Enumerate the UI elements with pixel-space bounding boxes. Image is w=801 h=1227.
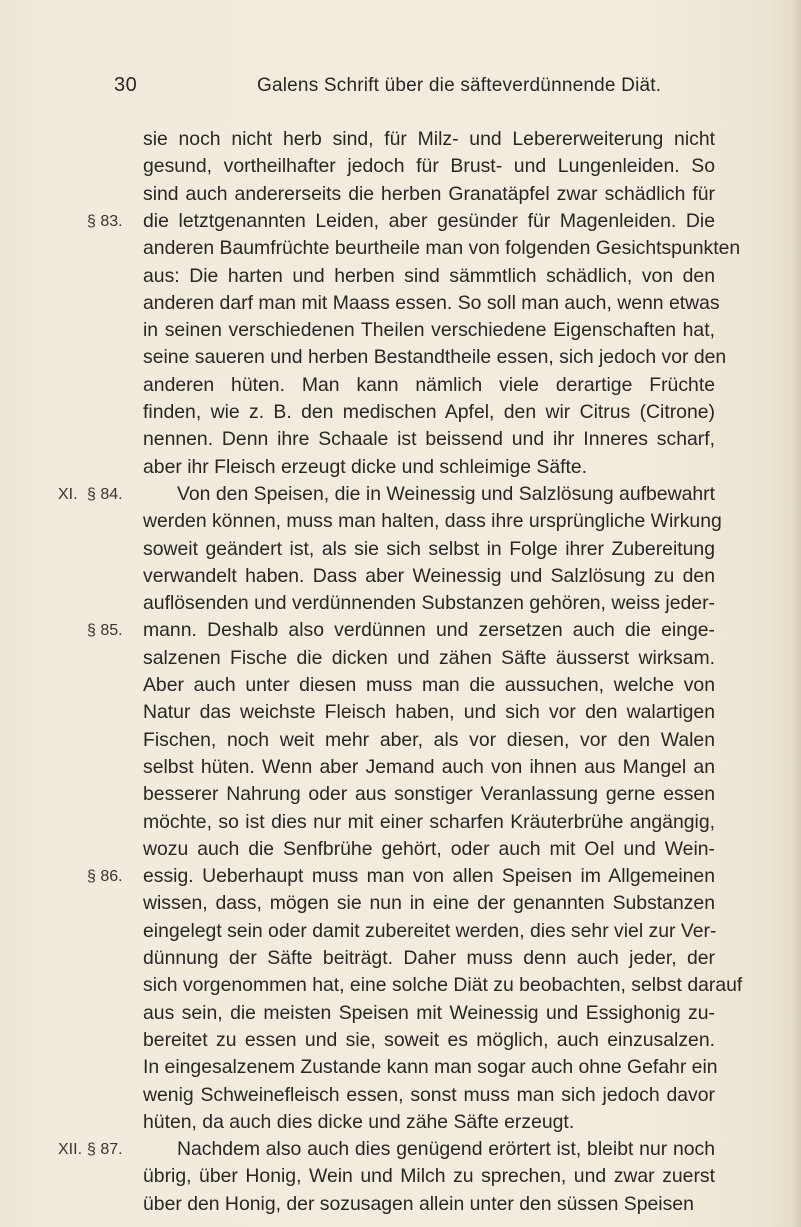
text-line: nennen. Denn ihre Schaale ist beissend und ihr Inneres scharf, — [143, 428, 715, 451]
margin-note-chapter-11: XI. — [58, 485, 78, 503]
text-line: die letztgenannten Leiden, aber gesünder für Magenleiden. Die — [143, 209, 715, 232]
text-line: salzenen Fische die dicken und zähen Säfte äusserst wirksam. — [143, 646, 715, 669]
text-line: möchte, so ist dies nur mit einer scharfen Kräuterbrühe angängig, — [143, 810, 715, 833]
text-line: In eingesalzenem Zustande kann man sogar auch ohne Gefahr ein — [143, 1056, 718, 1079]
text-line: mann. Deshalb also verdünnen und zersetzen auch die einge- — [143, 619, 715, 642]
page-number: 30 — [114, 74, 138, 96]
text-line: anderen Baumfrüchte beurtheile man von folgenden Gesichtspunkten — [143, 237, 741, 260]
text-line: seine saueren und herben Bestandtheile essen, sich jedoch vor den — [143, 346, 727, 369]
text-line: wozu auch die Senfbrühe gehört, oder auch mit Oel und Wein- — [143, 837, 715, 860]
text-line: gesund, vortheilhafter jedoch für Brust- und Lungenleiden. So — [143, 155, 715, 178]
margin-note-paragraph-83: § 83. — [87, 212, 123, 230]
text-line: verwandelt haben. Dass aber Weinessig und Salzlösung zu den — [143, 564, 715, 587]
text-line: aus: Die harten und herben sind sämmtlich schädlich, von den — [143, 264, 715, 287]
text-line: anderen hüten. Man kann nämlich viele derartige Früchte — [143, 373, 715, 396]
text-line: Nachdem also auch dies genügend erörtert ist, bleibt nur noch — [177, 1138, 715, 1161]
text-line: bereitet zu essen und sie, soweit es möglich, auch einzusalzen. — [143, 1028, 715, 1051]
text-line: soweit geändert ist, als sie sich selbst in Folge ihrer Zubereitung — [143, 537, 715, 560]
running-head: Galens Schrift über die säfteverdünnende Diät. — [257, 75, 662, 96]
text-line: anderen darf man mit Maass essen. So soll man auch, wenn etwas — [143, 291, 720, 314]
text-line: essig. Ueberhaupt muss man von allen Speisen im Allgemeinen — [143, 865, 715, 888]
text-line: Fischen, noch weit mehr aber, als vor diesen, vor den Walen — [143, 728, 715, 751]
text-line: dünnung der Säfte beiträgt. Daher muss denn auch jeder, der — [143, 947, 715, 969]
text-line: hüten, da auch dies dicke und zähe Säfte erzeugt. — [143, 1110, 575, 1133]
margin-note-paragraph-85: § 85. — [87, 622, 123, 640]
text-line: sind auch andererseits die herben Granatäpfel zwar schädlich für — [143, 182, 715, 205]
margin-note-chapter-12: XII. — [58, 1141, 83, 1159]
text-line: aber ihr Fleisch erzeugt dicke und schleimige Säfte. — [143, 455, 588, 478]
margin-note-paragraph-87: § 87. — [87, 1141, 123, 1159]
text-line: übrig, über Honig, Wein und Milch zu sprechen, und zwar zuerst — [143, 1165, 715, 1188]
text-line: selbst hüten. Wenn aber Jemand auch von ihnen aus Mangel an — [143, 755, 715, 778]
text-line: in seinen verschiedenen Theilen verschiedene Eigenschaften hat, — [143, 319, 715, 342]
margin-note-paragraph-86: § 86. — [87, 868, 123, 886]
margin-note-paragraph-84: § 84. — [87, 485, 123, 503]
text-line: über den Honig, der sozusagen allein unter den süssen Speisen — [143, 1192, 694, 1215]
text-line: Aber auch unter diesen muss man die aussuchen, welche von — [143, 674, 715, 696]
text-line: eingelegt sein oder damit zubereitet werden, dies sehr viel zur Ver- — [143, 919, 717, 942]
text-line: auflösenden und verdünnenden Substanzen gehören, weiss jeder- — [143, 592, 715, 615]
text-line: sie noch nicht herb sind, für Milz- und Lebererweiterung nicht — [143, 128, 715, 150]
text-line: sich vorgenommen hat, eine solche Diät zu beobachten, selbst darauf — [143, 974, 743, 997]
text-line: werden können, muss man halten, dass ihre ursprüngliche Wirkung — [143, 510, 722, 533]
page-edge-shadow — [791, 0, 801, 1227]
text-line: Natur das weichste Fleisch haben, und sich vor den walartigen — [143, 701, 715, 724]
text-line: besserer Nahrung oder aus sonstiger Veranlassung gerne essen — [143, 783, 715, 806]
text-line: wenig Schweinefleisch essen, sonst muss man sich jedoch davor — [143, 1083, 715, 1106]
page-header — [114, 74, 714, 104]
text-line: Von den Speisen, die in Weinessig und Salzlösung aufbewahrt — [177, 482, 715, 505]
text-line: wissen, dass, mögen sie nun in eine der genannten Substanzen — [143, 892, 715, 915]
text-line: aus sein, die meisten Speisen mit Weinessig und Essighonig zu- — [143, 1001, 715, 1024]
text-line: finden, wie z. B. den medischen Apfel, den wir Citrus (Citrone) — [143, 401, 715, 423]
